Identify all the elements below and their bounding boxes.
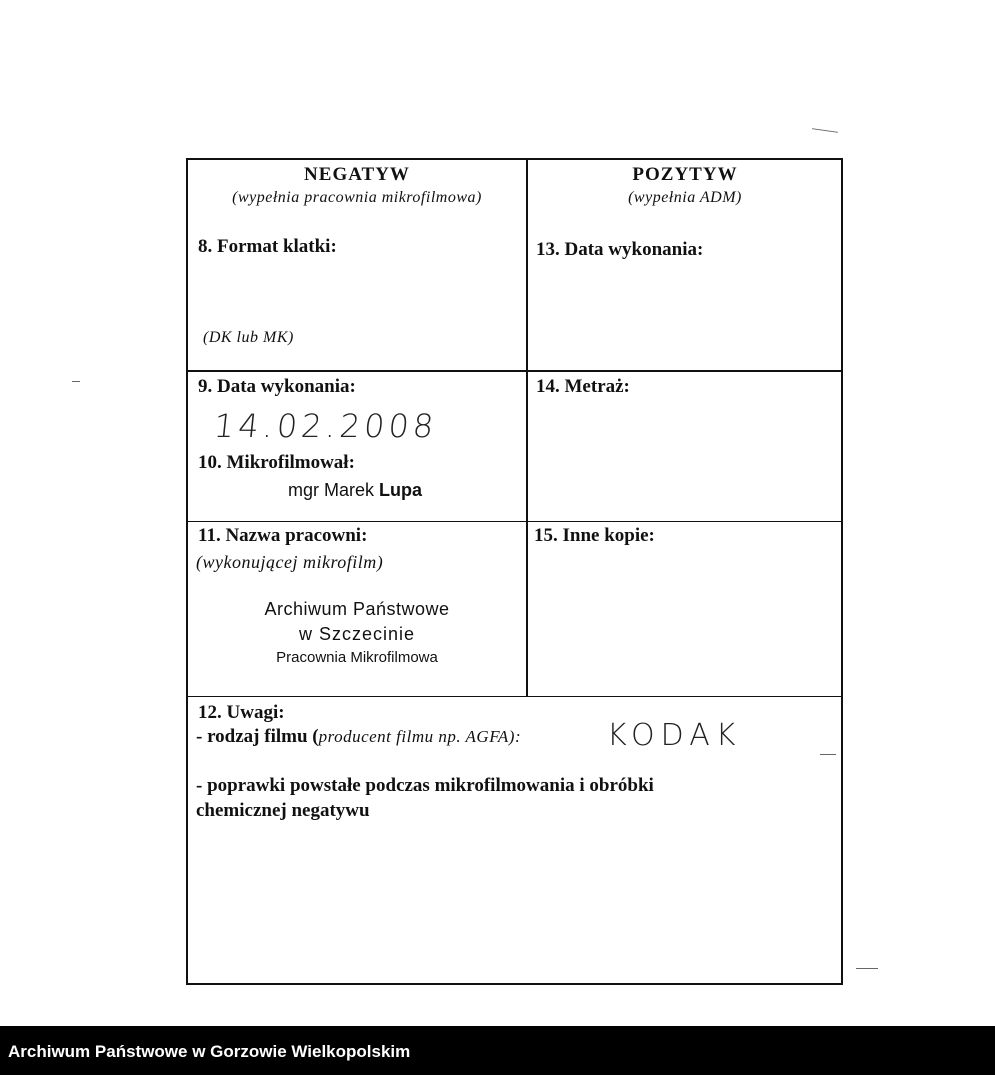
- execution-date-value: 14.02.2008: [212, 407, 440, 445]
- film-type-line: [196, 726, 521, 748]
- archive-footer: [0, 1026, 995, 1075]
- positive-hint: (wypełnia ADM): [628, 189, 742, 206]
- positive-date-label: 13. Data wykonania:: [536, 239, 704, 260]
- film-type-hint: producent filmu np. AGFA: [318, 727, 509, 746]
- lab-name-label: 11. Nazwa pracowni:: [198, 525, 368, 546]
- execution-date-label: 9. Data wykonania:: [198, 376, 356, 397]
- archive-name: Archiwum Państwowe w Gorzowie Wielkopolskim: [8, 1042, 411, 1061]
- film-type-value: KODAK: [607, 718, 742, 753]
- scan-mark: [820, 754, 836, 755]
- film-type-suffix: ):: [508, 727, 522, 746]
- microfilmed-by-label: 10. Mikrofilmował:: [198, 452, 355, 473]
- scan-mark: [72, 381, 80, 382]
- film-type-prefix: - rodzaj filmu (: [196, 726, 319, 747]
- microfilmed-by-value: [288, 480, 422, 501]
- row-divider-1: [187, 370, 842, 372]
- positive-title: POZYTYW: [632, 164, 738, 185]
- lab-name-hint: (wykonującej mikrofilm): [196, 552, 384, 572]
- frame-format-label: 8. Format klatki:: [198, 236, 337, 257]
- scan-mark: [812, 128, 838, 133]
- stamp-line-3: Pracownia Mikrofilmowa: [276, 649, 438, 666]
- frame-format-hint: (DK lub MK): [203, 329, 294, 346]
- remarks-label: 12. Uwagi:: [198, 702, 285, 723]
- column-divider: [526, 159, 528, 697]
- corrections-line-2: chemicznej negatywu: [196, 800, 370, 821]
- negative-title: NEGATYW: [304, 164, 410, 185]
- stamp-line-2: w Szczecinie: [298, 624, 416, 644]
- row-divider-3: [187, 696, 842, 697]
- length-label: 14. Metraż:: [536, 376, 630, 397]
- negative-hint: (wypełnia pracownia mikrofilmowa): [232, 189, 482, 206]
- corrections-line-1: - poprawki powstałe podczas mikrofilmowania i obróbki: [196, 775, 654, 796]
- other-copies-label: 15. Inne kopie:: [534, 525, 655, 546]
- row-divider-2: [187, 521, 842, 522]
- scan-mark: [856, 968, 878, 969]
- stamp-line-1: Archiwum Państwowe: [264, 599, 450, 619]
- microfilmed-by-surname: Lupa: [379, 480, 423, 500]
- microfilmed-by-prefix: mgr Marek: [288, 480, 375, 500]
